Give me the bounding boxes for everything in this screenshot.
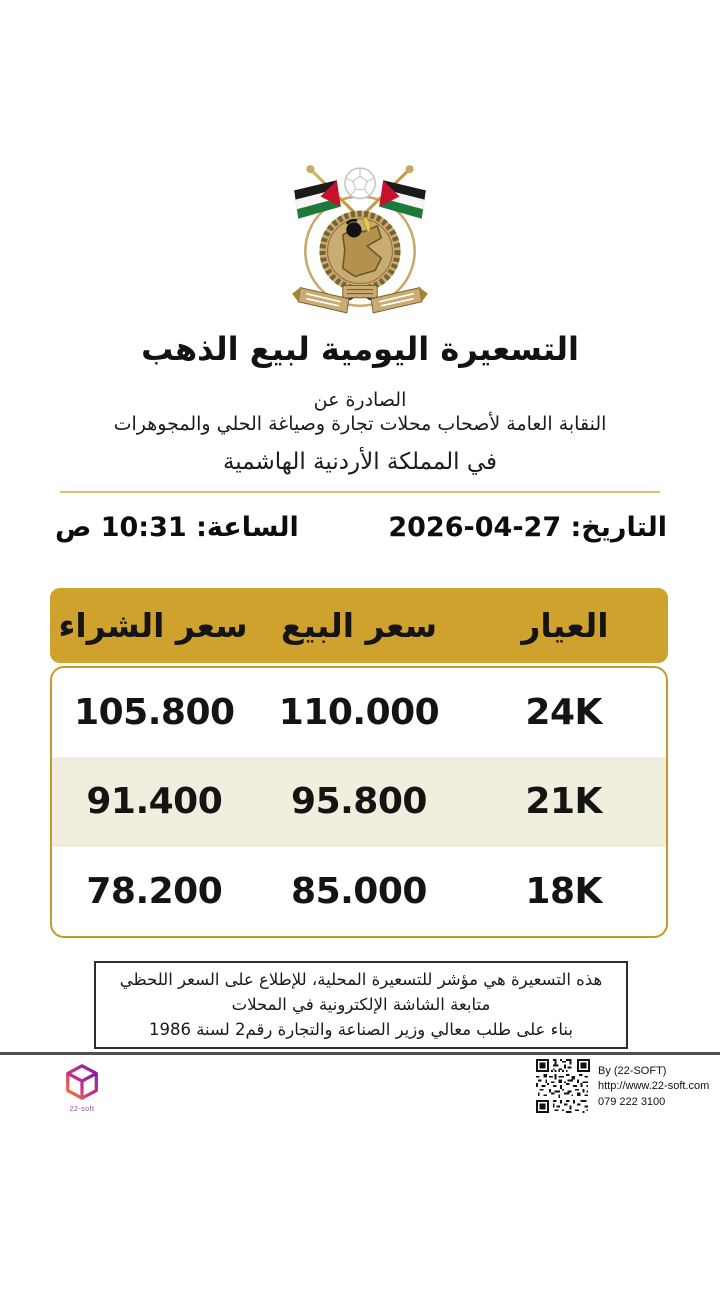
page-title: التسعيرة اليومية لبيع الذهب (141, 330, 579, 368)
jordan-flag-right-icon (379, 180, 426, 218)
vendor-phone: 079 222 3100 (598, 1095, 666, 1108)
karat-value: 24K (525, 692, 602, 734)
footer-separator (0, 1052, 720, 1055)
sell-price-value: 110.000 (278, 692, 440, 734)
vendor-logo (56, 1062, 108, 1113)
vendor-contact (598, 1064, 709, 1110)
issued-by-line: الصادرة عن (313, 389, 407, 411)
country-line: في المملكة الأردنية الهاشمية (222, 449, 498, 475)
sell-price-value: 95.800 (291, 781, 427, 823)
vendor-website: http://www.22-soft.com (598, 1080, 710, 1093)
organization-line: النقابة العامة لأصحاب محلات تجارة وصياغة الحلي والمجوهرات (113, 413, 607, 435)
table-row-18k (52, 847, 666, 936)
note-line-3: بناء على طلب معالي وزير الصناعة والتجارة رقم2 لسنة 1986 (148, 1019, 574, 1039)
column-sell-price: سعر البيع (280, 606, 438, 645)
medallion-icon (320, 211, 401, 292)
karat-value: 21K (525, 781, 602, 823)
price-table-body (50, 666, 668, 938)
table-row-24k (52, 668, 666, 757)
buy-price-value: 105.800 (74, 692, 235, 734)
datetime-row (55, 512, 667, 543)
vendor-logo-text: 22-soft (69, 1106, 95, 1113)
cube-logo-icon (62, 1062, 102, 1102)
gold-divider (60, 491, 660, 493)
sell-price-value: 85.000 (291, 870, 427, 912)
scroll-banners-icon (292, 286, 428, 313)
globe-icon (345, 168, 375, 198)
table-row-21k (52, 757, 666, 846)
disclaimer-note (94, 961, 628, 1049)
column-buy-price: سعر الشراء (58, 606, 248, 645)
time-value: الساعة: 10:31 ص (55, 512, 299, 543)
price-table-header (50, 588, 668, 663)
column-karat: العيار (521, 606, 609, 645)
date-value: التاريخ: 27-04-2026 (388, 512, 667, 543)
note-line-1: هذه التسعيرة هي مؤشر للتسعيرة المحلية، للإطلاع على السعر اللحظي (119, 970, 603, 989)
vendor-byline: By (22-SOFT) (598, 1065, 667, 1077)
note-line-2: متابعة الشاشة الإلكترونية في المحلات (231, 994, 491, 1014)
qr-code-icon (536, 1059, 590, 1113)
jordan-flag-left-icon (294, 180, 341, 218)
buy-price-value: 91.400 (86, 781, 223, 823)
karat-value: 18K (525, 870, 602, 912)
buy-price-value: 78.200 (86, 870, 223, 912)
syndicate-emblem-icon (283, 160, 437, 322)
